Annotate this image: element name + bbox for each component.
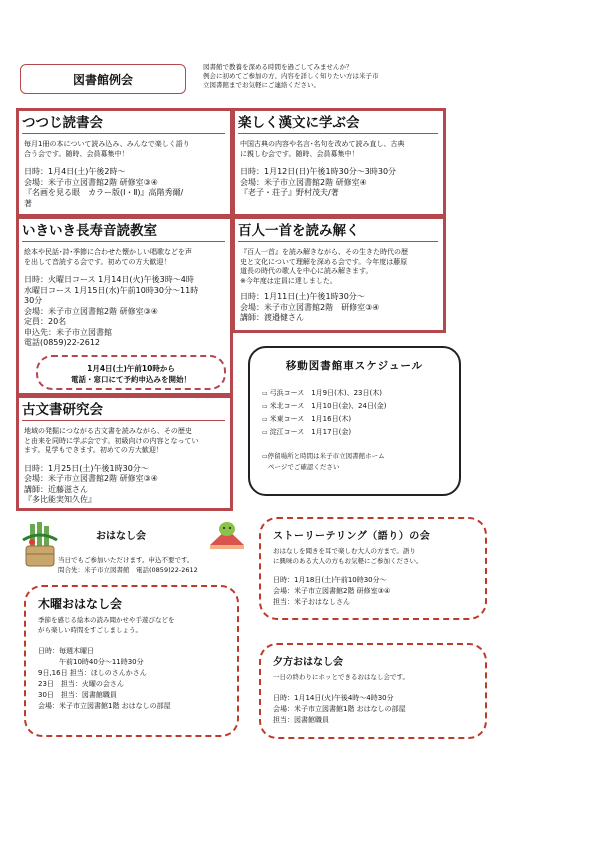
mobile-note bbox=[262, 451, 447, 472]
desc-line: 毎月1冊の本について読み込み、みんなで楽しく語り bbox=[24, 140, 190, 148]
ohanashi-line: 問合先：米子市立図書館 電話(0859)22-2612 bbox=[58, 566, 198, 574]
komonjo-box bbox=[16, 395, 233, 511]
tsutsuji-title: つつじ読書会 bbox=[22, 114, 225, 134]
desc-line: 季節を感じる絵本の読み聞かせや手遊びなどを bbox=[38, 616, 175, 624]
header-label: 図書館例会 bbox=[72, 72, 133, 87]
header-label-box bbox=[20, 64, 186, 94]
ikiiki-desc bbox=[24, 248, 225, 267]
mobile-row-text: 米東コース 1月16日(木) bbox=[269, 415, 352, 423]
desc-line: に親しむ会です。随時、会員募集中！ bbox=[240, 149, 359, 158]
mokuyo-box bbox=[24, 585, 239, 737]
ikiiki-place: 会場：米子市立図書館2階 研修室③④ bbox=[24, 306, 158, 316]
mobile-rows bbox=[262, 387, 447, 439]
intro-line: 例会に初めてご参加の方、内容を詳しく知りたい方は米子市 bbox=[203, 72, 379, 80]
yugata-desc: 一日の終わりにホッとできるおはなし会です。 bbox=[273, 673, 409, 681]
ikiiki-date-tue: 日時：火曜日コース 1月14日(火)午後3時～4時 bbox=[24, 275, 194, 284]
desc-line: 『百人一首』を読み解きながら、その生きた時代の歴 bbox=[240, 248, 408, 256]
ohanashi-title: おはなし会 bbox=[96, 531, 146, 542]
yugata-box bbox=[259, 643, 487, 739]
mokuyo-row: 日時：毎週木曜日 bbox=[38, 647, 94, 655]
mobile-row-text: 弓浜コース 1月9日(木)、23日(木) bbox=[269, 389, 382, 397]
hyakunin-box bbox=[232, 216, 446, 333]
kanbun-desc bbox=[240, 140, 438, 159]
desc-line: を出して音読する会です。初めての方大歓迎！ bbox=[24, 257, 171, 266]
komonjo-lecturer: 講師：近藤滋さん bbox=[24, 484, 88, 494]
yugata-row: 日時：1月14日(火)午後4時～4時30分 bbox=[273, 694, 394, 702]
kanbun-box bbox=[232, 108, 446, 217]
komonjo-book: 『多比能実知久佐』 bbox=[24, 495, 96, 504]
notice-line: 電話・窓口にて予約申込みを開始！ bbox=[71, 375, 191, 384]
desc-line: がら楽しい時間をすごしましょう。 bbox=[38, 626, 142, 634]
ikiiki-capacity: 定員：20名 bbox=[24, 317, 67, 326]
story-title: ストーリーテリング（語り）の会 bbox=[273, 531, 431, 542]
bus-icon: ▭ bbox=[262, 390, 270, 397]
mobile-row bbox=[262, 413, 447, 426]
mokuyo-title: 木曜おはなし会 bbox=[38, 597, 123, 611]
kanbun-info bbox=[240, 167, 438, 199]
desc-line: と由来を同時に学ぶ会です。初級向けの内容となってい bbox=[24, 436, 199, 445]
desc-line: ※今年度は定員に達しました。 bbox=[240, 276, 337, 285]
bus-icon: ▭ bbox=[262, 429, 270, 436]
reservation-notice bbox=[36, 355, 226, 390]
kadomatsu-icon bbox=[20, 520, 60, 570]
intro-line: 立図書館までお気軽にご連絡ください。 bbox=[203, 81, 320, 89]
ikiiki-title: いきいき長寿音読教室 bbox=[22, 222, 225, 242]
hyakunin-place: 会場：米子市立図書館2階 研修室③④ bbox=[240, 302, 380, 312]
story-row: 日時：1月18日(土)午前10時30分～ bbox=[273, 576, 387, 584]
desc-line: 合う会です。随時、会員募集中！ bbox=[24, 149, 129, 158]
mobile-row bbox=[262, 387, 447, 400]
mobile-row bbox=[262, 400, 447, 413]
komonjo-place: 会場：米子市立図書館2階 研修室③④ bbox=[24, 474, 158, 483]
mokuyo-row: 午前10時40分～11時30分 bbox=[38, 658, 144, 666]
mobile-note-line: ページでご確認ください bbox=[268, 463, 340, 471]
yugata-rows bbox=[273, 693, 473, 726]
mokuyo-desc bbox=[38, 615, 225, 635]
kanbun-book: 『老子・荘子』野村茂夫/著 bbox=[240, 188, 339, 197]
mobile-row bbox=[262, 426, 447, 439]
komonjo-info bbox=[24, 464, 225, 506]
komonjo-title: 古文書研究会 bbox=[22, 401, 225, 421]
desc-line: 絵本や民話･詩･季節に合わせた懐かしい唱歌などを声 bbox=[24, 248, 192, 256]
tsutsuji-place: 会場：米子市立図書館2階 研修室③④ bbox=[24, 177, 158, 187]
desc-line: に興味のある大人の方もお気軽にご参加ください。 bbox=[273, 557, 423, 565]
kanbun-place: 会場：米子市立図書館2階 研修室④ bbox=[240, 177, 367, 187]
desc-line: 史と文化について理解を深める会です。今年度は藤原 bbox=[240, 257, 408, 266]
mobile-library-box bbox=[248, 346, 461, 496]
ikiiki-date-wed: 水曜日コース 1月15日(水)午前10時30分～11時 bbox=[24, 285, 199, 295]
yugata-title: 夕方おはなし会 bbox=[273, 657, 343, 668]
desc-line: 地域の発掘につながる古文書を読みながら、その歴史 bbox=[24, 427, 192, 435]
story-rows bbox=[273, 575, 473, 608]
header-intro bbox=[203, 63, 393, 90]
mokuyo-row: 30日 担当：図書館職員 bbox=[38, 691, 117, 699]
mokuyo-row: 23日 担当：火曜の会さん bbox=[38, 680, 124, 688]
hyakunin-title: 百人一首を読み解く bbox=[238, 222, 438, 242]
mobile-title: 移動図書館車スケジュール bbox=[285, 360, 424, 372]
bus-icon: ▭ bbox=[262, 453, 268, 460]
intro-line: 図書館で教養を深める時間を過ごしてみませんか？ bbox=[203, 63, 353, 71]
tsutsuji-book: 『名画を見る眼 カラー版(Ⅰ・Ⅱ)』高階秀爾/ bbox=[24, 188, 184, 197]
hyakunin-info bbox=[240, 292, 438, 324]
ikiiki-date-wed-cont: 30分 bbox=[24, 296, 43, 305]
bus-icon: ▭ bbox=[262, 403, 270, 410]
mascot-icon bbox=[208, 515, 246, 551]
ohanashi-info bbox=[58, 555, 198, 575]
kadomatsu-illustration bbox=[20, 520, 60, 570]
tsutsuji-book: 著 bbox=[24, 198, 32, 208]
tsutsuji-date: 日時：1月4日(土)午後2時～ bbox=[24, 167, 126, 176]
kanbun-date: 日時：1月12日(日)午後1時30分～3時30分 bbox=[240, 167, 397, 176]
hyakunin-lecturer: 講師：渡邉健さん bbox=[240, 313, 304, 322]
komonjo-date: 日時：1月25日(土)午後1時30分～ bbox=[24, 463, 149, 473]
notice-line: 1月4日(土)午前10時から bbox=[87, 364, 175, 373]
mokuyo-rows bbox=[38, 646, 225, 712]
story-desc bbox=[273, 546, 473, 566]
ikiiki-tel: 電話(0859)22-2612 bbox=[24, 338, 101, 347]
desc-line: 道長の時代の歌人を中心に読み解きます。 bbox=[240, 267, 373, 275]
desc-line: おはなしを聞きを耳で楽しむ大人の方まで。語り bbox=[273, 547, 416, 555]
ohanashi-line: 当日でもご参加いただけます。申込不要です。 bbox=[58, 556, 194, 564]
story-box bbox=[259, 517, 487, 620]
story-row: 担当：米子おはなしさん bbox=[273, 598, 350, 606]
komonjo-desc bbox=[24, 427, 225, 456]
mokuyo-row: 9日,16日 担当：ほしのさんかさん bbox=[38, 669, 147, 677]
tsutsuji-desc bbox=[24, 140, 225, 159]
hyakunin-date: 日時：1月11日(土)午後1時30分～ bbox=[240, 292, 365, 301]
desc-line: ます。見学もできます。初めての方大歓迎！ bbox=[24, 446, 163, 454]
kanbun-title: 楽しく漢文に学ぶ会 bbox=[238, 114, 438, 134]
bus-icon: ▭ bbox=[262, 416, 270, 423]
character-illustration bbox=[208, 515, 246, 551]
desc-line: 中国古典の内容や名言･名句を改めて読み直し、古典 bbox=[240, 140, 405, 148]
ikiiki-info bbox=[24, 275, 225, 349]
tsutsuji-info bbox=[24, 167, 225, 209]
mobile-note-line: 停留場所と時間は米子市立図書館ホーム bbox=[267, 452, 385, 460]
yugata-row: 会場：米子市立図書館1階 おはなしの部屋 bbox=[273, 705, 406, 713]
yugata-row: 担当：図書館職員 bbox=[273, 716, 329, 724]
tsutsuji-box bbox=[16, 108, 233, 217]
mobile-row-text: 米北コース 1月10日(金)、24日(金) bbox=[269, 402, 387, 410]
story-row: 会場：米子市立図書館2階 研修室③④ bbox=[273, 587, 391, 595]
mokuyo-row: 会場：米子市立図書館1階 おはなしの部屋 bbox=[38, 702, 171, 710]
ikiiki-apply: 申込先：米子市立図書館 bbox=[24, 327, 112, 337]
mobile-row-text: 淀江コース 1月17日(金) bbox=[269, 428, 352, 436]
hyakunin-desc bbox=[240, 248, 438, 286]
